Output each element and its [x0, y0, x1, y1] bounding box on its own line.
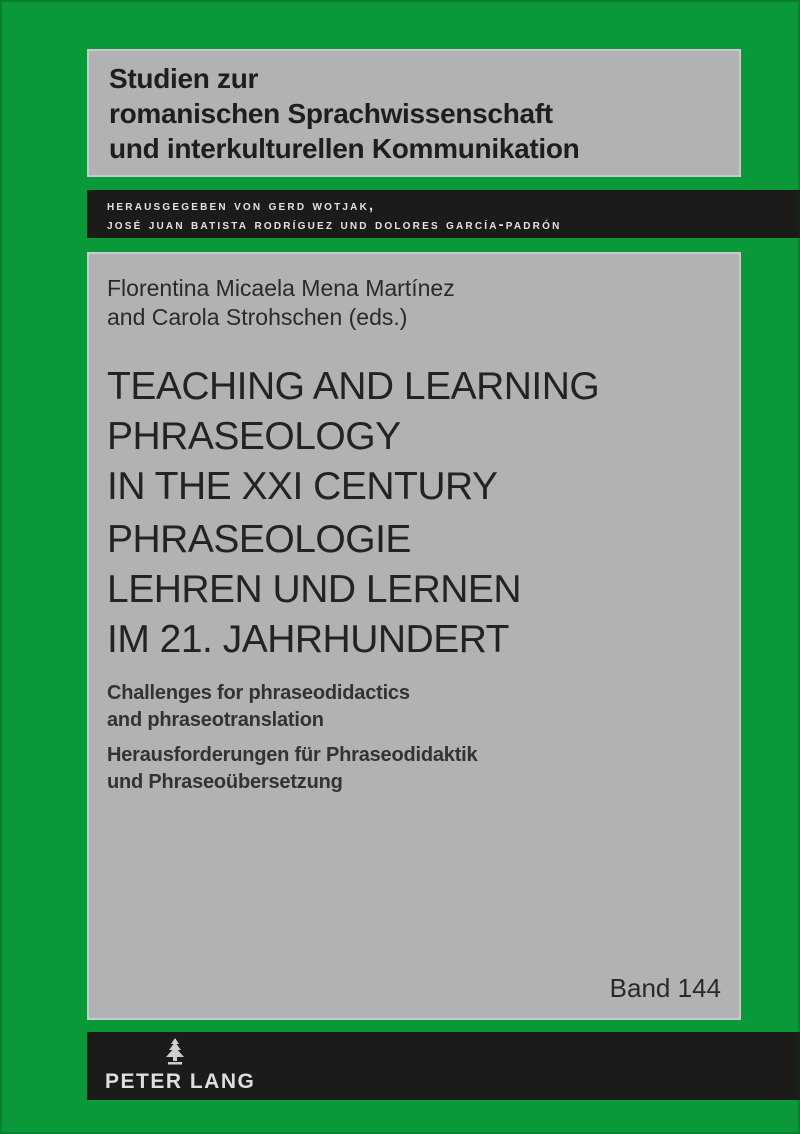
main-cover-panel [87, 252, 741, 1020]
series-editors-bar [87, 190, 800, 238]
volume-number: Band 144 [609, 973, 721, 1003]
book-title-german-line: IM 21. JAHRHUNDERT [107, 618, 510, 661]
tree-icon [162, 1038, 188, 1070]
series-title [109, 61, 739, 166]
publisher-bar [87, 1032, 800, 1100]
book-title-english [107, 362, 599, 512]
series-editors-line-2: josé juan batista rodríguez und dolores garcía-padrón [107, 217, 562, 233]
book-editors-line-2: and Carola Strohschen (eds.) [107, 304, 408, 330]
book-title-english-line: PHRASEOLOGY [107, 415, 401, 458]
book-subtitle-german [107, 742, 477, 796]
book-editors-line-1: Florentina Micaela Mena Martínez [107, 275, 455, 301]
book-subtitle-english-line: and phraseotranslation [107, 709, 324, 731]
book-subtitle-german-line: Herausforderungen für Phraseodidaktik [107, 744, 478, 766]
book-title-german-line: PHRASEOLOGIE [107, 518, 411, 561]
book-title-german-line: LEHREN UND LERNEN [107, 568, 522, 611]
series-title-line: romanischen Sprachwissenschaft [109, 98, 553, 129]
book-title-german [107, 515, 521, 665]
book-subtitle-english-line: Challenges for phraseodidactics [107, 682, 410, 704]
series-title-panel [87, 49, 741, 177]
series-title-line: Studien zur [109, 63, 259, 94]
book-subtitle-german-line: und Phraseoübersetzung [107, 771, 343, 793]
book-subtitle-english [107, 680, 410, 734]
publisher-name: PETER LANG [105, 1070, 256, 1093]
series-title-line: und interkulturellen Kommunikation [109, 133, 580, 164]
series-editors-line-1: herausgegeben von gerd wotjak, [107, 198, 376, 214]
book-title-english-line: TEACHING AND LEARNING [107, 365, 600, 408]
book-title-english-line: IN THE XXI CENTURY [107, 465, 498, 508]
publisher-logo-block [105, 1038, 256, 1094]
book-editors [107, 274, 455, 332]
